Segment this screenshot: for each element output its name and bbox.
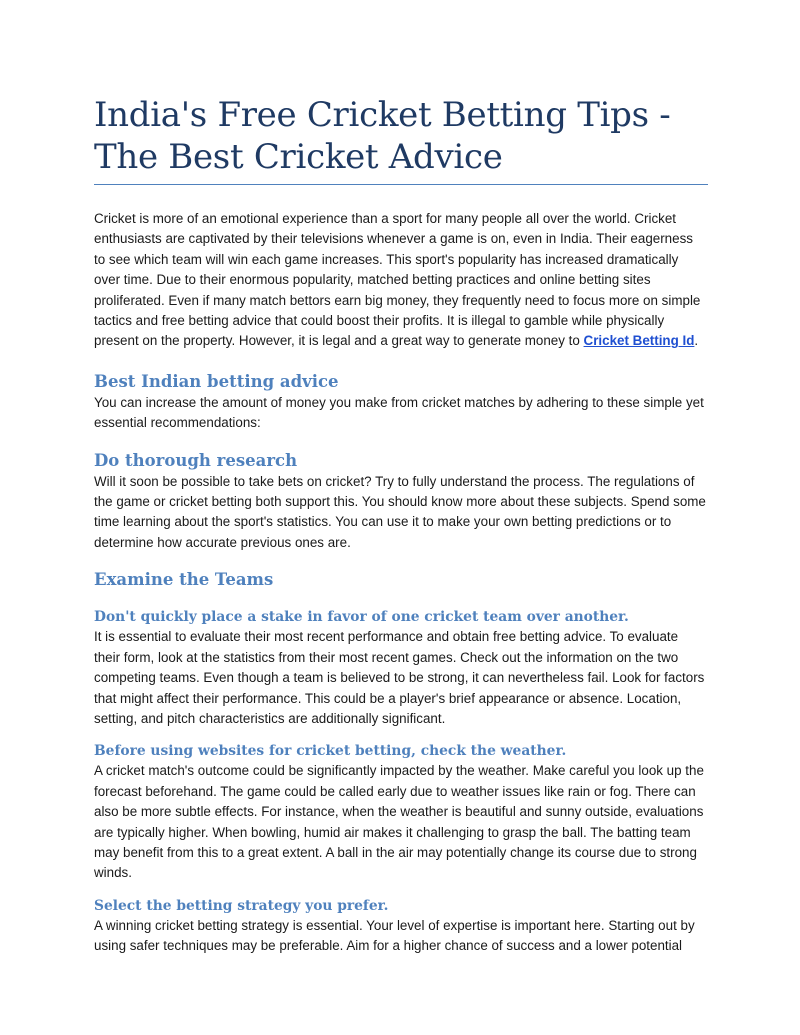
intro-paragraph bbox=[94, 209, 706, 352]
section-heading-best-advice: Best Indian betting advice bbox=[94, 371, 339, 391]
subsection-heading-weather: Before using websites for cricket betting, check the weather. bbox=[94, 743, 567, 760]
subsection-heading-stake: Don't quickly place a stake in favor of one cricket team over another. bbox=[94, 609, 629, 626]
subsection-heading-strategy: Select the betting strategy you prefer. bbox=[94, 897, 389, 914]
section-paragraph-best-advice: You can increase the amount of money you make from cricket matches by adhering to these simple yet essential recommendations: bbox=[94, 394, 704, 431]
intro-trailing: . bbox=[694, 333, 699, 349]
cricket-betting-id-link[interactable]: Cricket Betting Id bbox=[583, 333, 695, 349]
intro-text: Cricket is more of an emotional experience than a sport for many people all over the world. Cricket enthusiasts are captivated by their televisions whenever a game is on, even in India. Their eagerness to see which team will win each game increases. This sport's popularity has increased dramatically over time. Due to their enormous popularity, matched betting practices and online betting sites proliferated. Even if many match bettors earn big money, they frequently need to focus more on simple tactics and free betting advice that could boost their profits. It is illegal to gamble while physically present on the property. However, it is legal and a great way to generate money to bbox=[94, 211, 701, 349]
subsection-paragraph-weather: A cricket match's outcome could be significantly impacted by the weather. Make careful you look up the forecast beforehand. The game could be called early due to weather issues like rain or fog. There can also be more subtle effects. For instance, when the weather is beautiful and sunny outside, evaluations are typically higher. When bowling, humid air makes it challenging to grasp the ball. The batting team may benefit from this to a great extent. A ball in the air may potentially change its course due to strong winds. bbox=[94, 763, 704, 881]
subsection-paragraph-strategy: A winning cricket betting strategy is essential. Your level of expertise is important here. Starting out by using safer techniques may be preferable. Aim for a higher chance of success and a lower potential bbox=[94, 917, 695, 954]
section-heading-research: Do thorough research bbox=[94, 450, 298, 470]
subsection-paragraph-stake: It is essential to evaluate their most recent performance and obtain free betting advice. To evaluate their form, look at the statistics from their most recent games. Check out the information on the two competing teams. Even though a team is believed to be strong, it can nevertheless fail. Look for factors that might affect their performance. This could be a player's brief appearance or absence. Location, setting, and pitch characteristics are additionally significant. bbox=[94, 629, 705, 726]
title-divider bbox=[94, 184, 708, 185]
section-heading-examine-teams: Examine the Teams bbox=[94, 570, 274, 590]
section-paragraph-research: Will it soon be possible to take bets on cricket? Try to fully understand the process. The regulations of the game or cricket betting both support this. You should know more about these subjects. Spend some time learning about the sport's statistics. You can use it to make your own betting predictions or to determine how accurate previous ones are. bbox=[94, 473, 706, 550]
page-title: India's Free Cricket Betting Tips - The Best Cricket Advice bbox=[94, 95, 671, 177]
